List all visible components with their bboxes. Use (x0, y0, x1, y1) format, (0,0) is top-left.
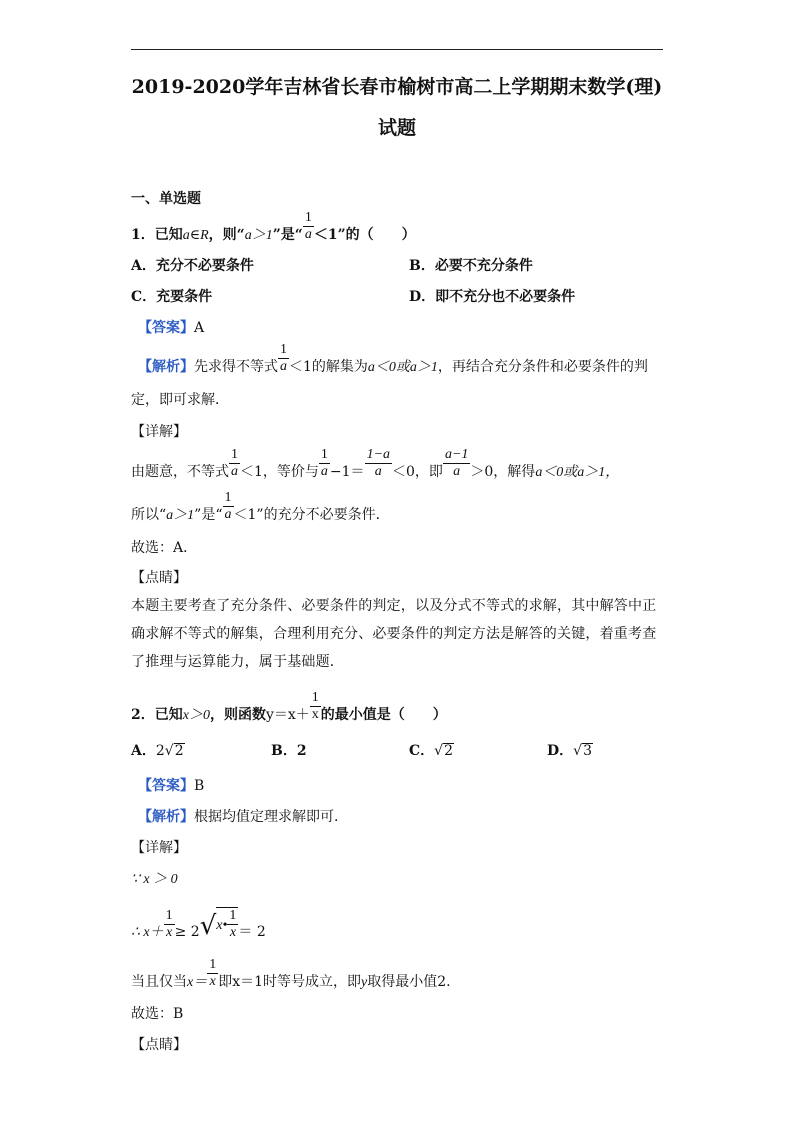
q1-stem-c: a＞1 (244, 227, 273, 243)
q2-equality: 当且仅当x＝ $\frac{1}{x}$ 即x＝1时等号成立，即y取得最小值2. (131, 957, 451, 990)
top-rule (131, 49, 663, 50)
q2-choose: 故选：B (131, 1006, 184, 1022)
q1-fraction: $\frac{1}{a}$ (304, 210, 312, 242)
q1-comment-tag: 【点睛】 (131, 570, 187, 586)
q1-comment: 本题主要考查了充分条件、必要条件的判定，以及分式不等式的求解，其中解答中正确求解不等式的解集，合理利用充分、必要条件的判定方法是解答的关键，着重考查了推理与运算能力，属于基础题． (131, 598, 657, 670)
q2-because: ∵ x ＞ 0 (131, 872, 178, 887)
q1-choose: 故选：A． (131, 540, 198, 556)
question-1-stem (131, 210, 416, 243)
question-1-number: 1．已知 (131, 226, 183, 243)
q2-option-c: C．√2 (409, 743, 453, 759)
question-2-number: 2．已知 (131, 706, 183, 723)
question-2-stem: 2．已知x＞0，则函数y＝x＋ $\frac{1}{x}$ 的最小值是（ ） (131, 690, 447, 723)
answer-tag: 【答案】 (138, 320, 194, 336)
q2-inequality: ∴ x＋ $\frac{1}{x}$ ≥ 2√x• $\frac{1}{x}$ ＝ 2 (131, 907, 266, 941)
analysis-tag: 【解析】 (138, 358, 194, 375)
q1-detail-tag: 【详解】 (131, 424, 187, 440)
section-heading: 一、单选题 (131, 191, 201, 207)
q1-analysis-line1: 【解析】先求得不等式 $\frac{1}{a}$ ＜1的解集为a＜0或a＞1，再结合充分条件和必要条件的判 (138, 342, 648, 375)
document-title-line2: 试题 (377, 117, 416, 139)
q1-stem-e: ＜1”的（ ） (313, 226, 416, 243)
q2-comment-tag: 【点睛】 (131, 1037, 187, 1053)
q2-answer: 【答案】B (138, 778, 205, 794)
q2-option-d: D．√3 (547, 743, 592, 759)
answer-value: A (194, 320, 205, 336)
q1-analysis-fraction: $\frac{1}{a}$ (280, 342, 287, 374)
q1-option-c: C．充要条件 (131, 289, 213, 305)
q1-answer (138, 317, 204, 337)
document-title-line1: 2019-2020学年吉林省长春市榆树市高二上学期期末数学(理) (131, 76, 663, 98)
q2-option-a: A．2√2 (131, 743, 184, 759)
q1-analysis-line2: 定，即可求解． (131, 392, 229, 408)
q1-stem-b: ，则“ (208, 226, 245, 243)
q2-option-b: B．2 (271, 743, 307, 759)
q1-option-d: D．即不充分也不必要条件 (409, 289, 576, 305)
q1-option-a: A．充分不必要条件 (131, 258, 254, 274)
q2-analysis: 【解析】根据均值定理求解即可. (138, 809, 339, 825)
q1-detail-line1: 由题意，不等式 $\frac{1}{a}$ ＜1，等价与 $\frac{1}{a}$ −1＝ $\frac{1-a}{a}$ ＜0，即 $\frac{a-1}{a}$ ＞0，解得a＜0或a＞1， (131, 447, 620, 480)
q1-stem-d: ”是“ (272, 226, 303, 243)
q1-detail-line2: 所以“a＞1”是“ $\frac{1}{a}$ ＜1”的充分不必要条件． (131, 490, 390, 523)
q1-option-b: B．必要不充分条件 (409, 258, 533, 274)
q1-stem-a: a∈R (182, 227, 209, 243)
q2-detail-tag: 【详解】 (131, 840, 187, 856)
